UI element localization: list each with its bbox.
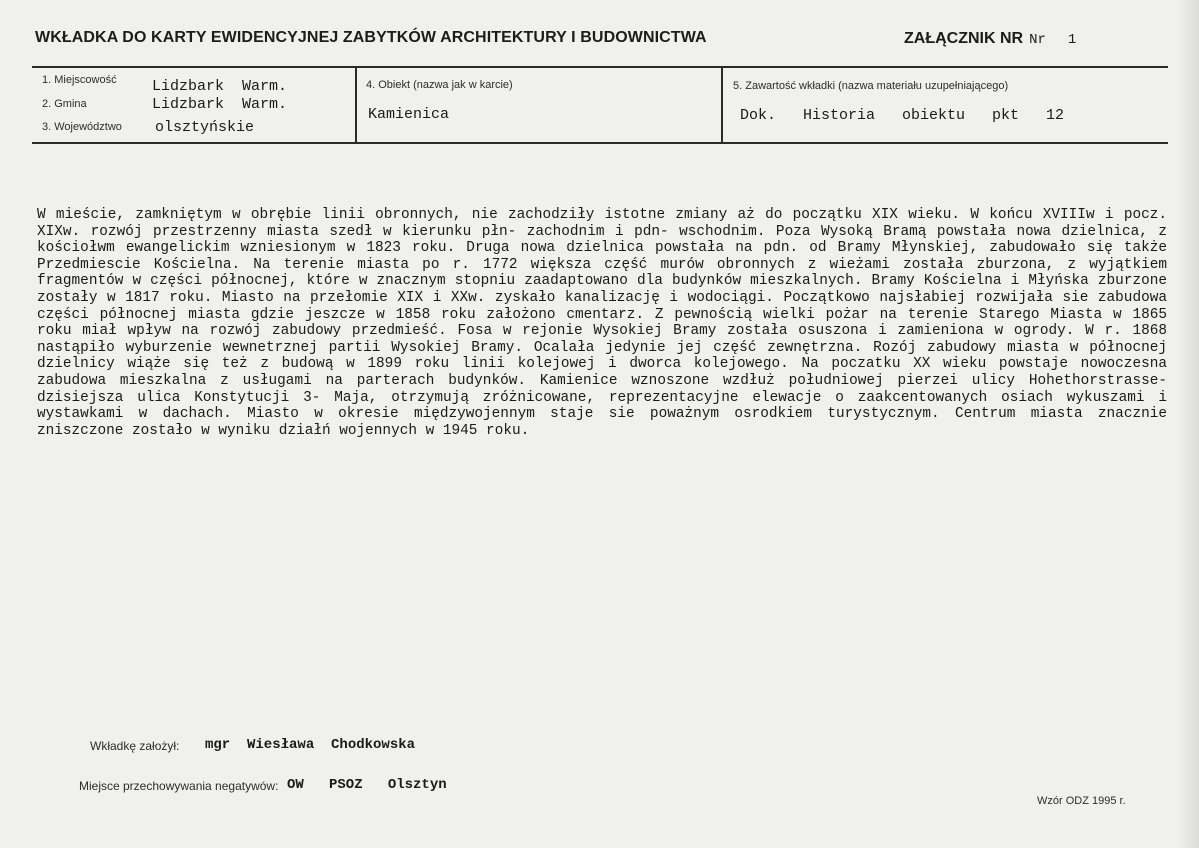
attachment-number xyxy=(904,30,1076,48)
form-title: WKŁADKA DO KARTY EWIDENCYJNEJ ZABYTKÓW ARCHITEKTURY I BUDOWNICTWA xyxy=(35,29,707,46)
form-model-note: Wzór ODZ 1995 r. xyxy=(1037,795,1126,807)
form-bottom-line xyxy=(32,142,1168,144)
attachment-nr: Nr xyxy=(1029,32,1046,48)
history-text: W mieście, zamkniętym w obrębie linii obronnych, nie zachodziły istotne zmiany aż do początku XIX wieku. W końcu XVIIIw i pocz. XIXw. rozwój przestrzenny miasta szedł w kierunku płn- zachodnim i pdn- wschodnim. Poza Wysoką Bramą powstała nowa dzielnica, z kościołwm ewangelickim wzniesionym w 1823 roku. Druga nowa dzielnica powstała na pdn. od Bramy Młynskiej, zabudowało się także Przedmiescie Kościelna. Na terenie miasta po r. 1772 większa część murów obronnych z wieżami została zburzona, z wyjątkiem fragmentów w części północnej, które w znacznym stopniu zaadaptowano dla budynków mieszkalnych. Bramy Kościelna i Młyńska zburzone zostały w 1817 roku. Miasto na przełomie XIX i XXw. zyskało kanalizację i wodociągi. Początkowo najsłabiej rozwijała sie zabudowa części północnej miasta gdzie jeszcze w 1858 roku założono cmentarz. Z pewnością wielki pożar na terenie Starego Miasta w 1865 roku miał wpływ na rozwój zabudowy przedmieść. Fosa w rejonie Wysokiej Bramy została osuszona i zamieniona w ogrody. W r. 1868 nastąpiło wyburzenie wewnetrznej partii Wysokiej Bramy. Ocalała jedynie jej część zewnętrzna. Rozój zabudowy miasta w północnej dzielnicy wiąże się też z budową w 1899 roku linii kolejowej i dworca kolejowego. Na poczatku XX wieku powstaje nowoczesna zabudowa mieszkalna z usługami na parterach budynków. Kamienice wznoszone wzdłuż południowej pierzei ulicy Hohethorstrasse- dzisiejsza ulica Konstytucji 3- Maja, otrzymują zróżnicowane, reprezentacyjne elewacje o zaakcentowanych osiach wykuszami i wystawkami w dachach. Miasto w okresie międzywojennym staje sie poważnym osrodkiem turystycznym. Centrum miasta znacznie zniszczone zostało w wyniku działń wojennych w 1945 roku. xyxy=(37,207,1167,439)
locality-label: 1. Miejscowość xyxy=(42,74,117,86)
object-label: 4. Obiekt (nazwa jak w karcie) xyxy=(366,79,513,91)
storage-value: OW PSOZ Olsztyn xyxy=(287,777,447,793)
form-divider-2 xyxy=(721,66,723,143)
attachment-value: 1 xyxy=(1067,32,1077,48)
attachment-label: ZAŁĄCZNIK NR xyxy=(904,30,1024,47)
locality-value: Lidzbark Warm. xyxy=(152,78,288,95)
voivodeship-label: 3. Województwo xyxy=(42,121,122,133)
content-label: 5. Zawartość wkładki (nazwa materiału uzupełniającego) xyxy=(733,80,1009,92)
content-value: Dok. Historia obiektu pkt 12 xyxy=(740,107,1065,124)
form-top-line xyxy=(32,66,1168,68)
object-value: Kamienica xyxy=(368,106,450,123)
commune-value: Lidzbark Warm. xyxy=(152,96,288,113)
commune-label: 2. Gmina xyxy=(42,98,87,110)
voivodeship-value: olsztyńskie xyxy=(155,119,255,136)
author-value: mgr Wiesława Chodkowska xyxy=(205,737,416,753)
scan-edge-shadow xyxy=(1177,0,1199,848)
form-divider-1 xyxy=(355,66,357,143)
storage-label: Miejsce przechowywania negatywów: xyxy=(79,779,279,793)
author-label: Wkładkę założył: xyxy=(90,739,180,753)
